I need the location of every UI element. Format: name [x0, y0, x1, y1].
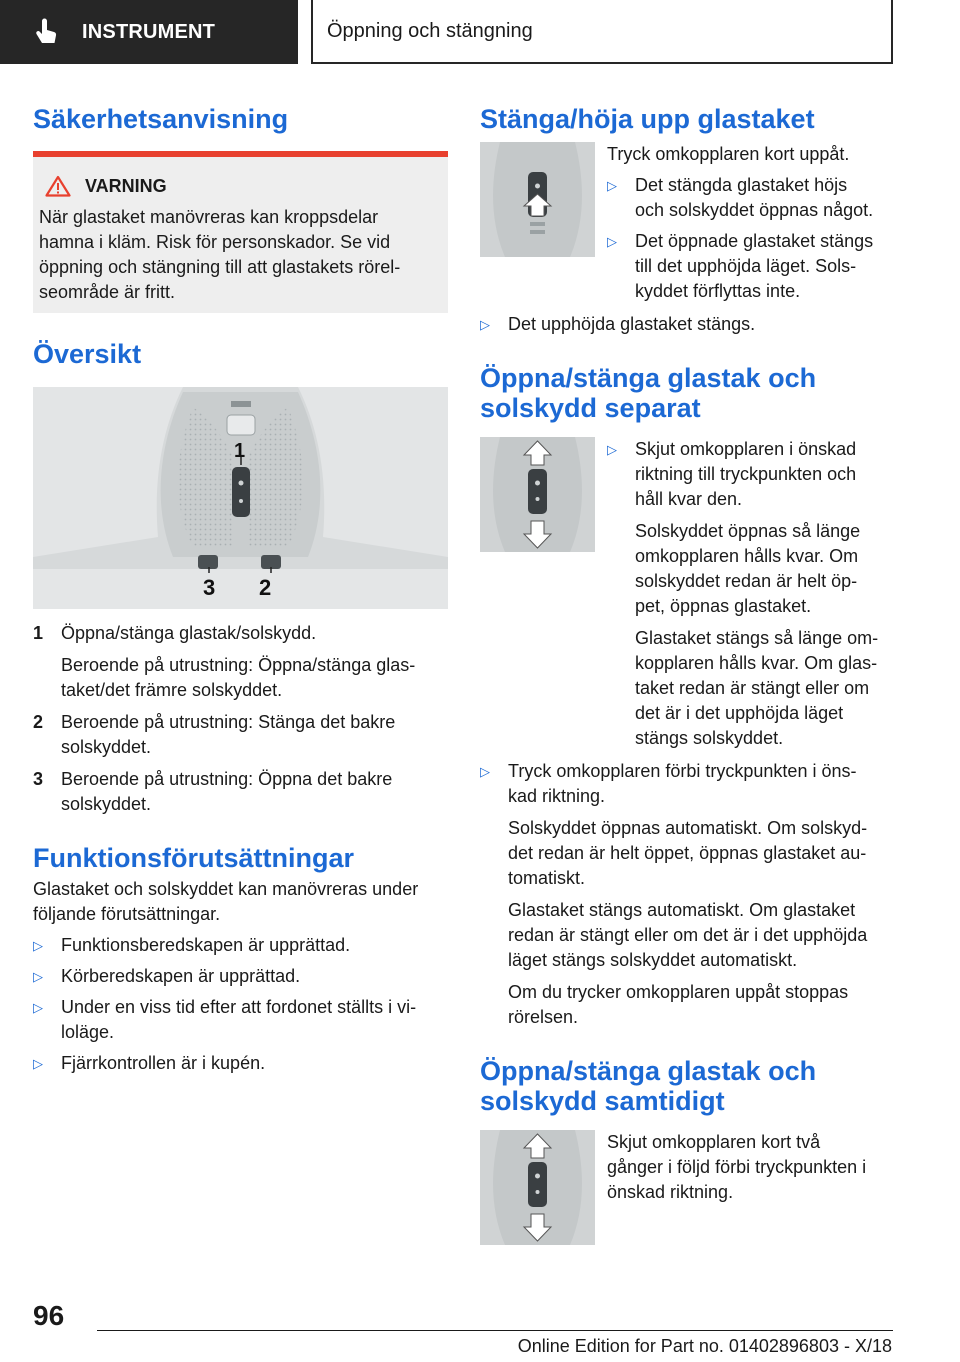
chapter-tab [311, 0, 893, 64]
close-heading: Stänga/höja upp glastaket [480, 104, 815, 134]
list-item: ▷ Skjut omkopplaren i önskad riktning till tryckpunkten och håll kvar den. Solskyddet öppnas så länge omkopplaren hålls kvar. Om solskyddet redan är helt öp‐ pet, öppnas glastaket. Glastaket stängs så länge om‐ kopplaren hålls kvar. Om glas‐ taket redan är stängt eller om det är i det upphöjda läget stängs solskyddet. [607, 437, 892, 751]
separate-heading: Öppna/stänga glastak och solskydd separat [480, 363, 817, 423]
figure-label-2: 2 [259, 575, 272, 600]
item-number: 2 [33, 712, 44, 732]
warning-line: hamna i kläm. Risk för personskador. Se vid [39, 232, 391, 252]
list-item: ▷ Körberedskapen är upprättad. [33, 964, 448, 989]
switch-double-figure [480, 1130, 595, 1245]
list-item: 2 Beroende på utrustning: Stänga det bakre solskyddet. [33, 710, 448, 760]
overview-list [33, 621, 448, 817]
chapter-title: Öppning och stängning [327, 19, 533, 42]
together-heading: Öppna/stänga glastak och solskydd samtidigt [480, 1056, 817, 1116]
triangle-bullet-icon: ▷ [33, 1000, 43, 1015]
list-item: 3 Beroende på utrustning: Öppna det bakre solskyddet. [33, 767, 448, 817]
triangle-bullet-icon: ▷ [607, 178, 617, 193]
section-tab [0, 0, 298, 64]
item-number: 3 [33, 769, 44, 789]
overhead-console-figure [33, 387, 448, 609]
list-item: ▷ Fjärrkontrollen är i kupén. [33, 1051, 448, 1076]
functions-heading: Funktionsförutsättningar [33, 843, 354, 873]
list-item: ▷ Det öppnade glastaket stängs till det upphöjda läget. Sols‐ kyddet förflyttas inte. [607, 229, 892, 304]
triangle-bullet-icon: ▷ [33, 969, 43, 984]
footer-divider [97, 1330, 893, 1331]
warning-triangle-icon [45, 175, 71, 197]
switch-up-figure [480, 142, 595, 257]
switch-updown-illustration [480, 437, 595, 552]
figure-label-1: 1 [234, 440, 246, 462]
switch-double-illustration [480, 1130, 595, 1245]
warning-line: När glastaket manövreras kan kroppsdelar [39, 207, 379, 227]
warning-line: seområde är fritt. [39, 282, 176, 302]
right-column: Stänga/höja upp glastaket Tryck omkopplaren kort uppåt. ▷ Det stängda glastaket höjs och solskyddet öppnas något. ▷ Det öppnade glastaket stängs till det upphöjda läget. Sols‐ kyddet förflyttas inte. ▷ Det upphöjda glastaket stängs. Öppna/stänga glastak och solskydd separat ▷ Skjut omkopplaren i önskad riktning till tryckpunkten och håll kvar den. Solskyddet öppnas så länge omkopplaren hålls kvar. Om solskyddet redan är helt öp‐ pet, öppnas glastaket. Glastaket stängs så länge om‐ kopplaren hålls kvar. Om glas‐ taket redan är stängt eller om det är i det upphöjda läget stängs solskyddet. ▷ Tryck omkopplaren förbi tryckpunkten i öns‐ kad riktning. Solskyddet öppnas automatiskt. Om solskyd‐ det redan är helt öppet, öppnas glastaket au‐ tomatiskt. Glastaket stängs automatiskt. Om glastaket redan är stängt eller om det är i det upphöjda läget stängs solskyddet automatiskt. Om du trycker omkopplaren uppåt stoppas rörelsen. Öppna/stänga glastak och solskydd samtidigt Skjut omkopplaren kort två gånger i följd förbi tryckpunkten i önskad riktning. [480, 96, 892, 1245]
list-item: 1 Öppna/stänga glastak/solskydd. Beroende på utrustning: Öppna/stänga glas‐ taket/det främre solskyddet. [33, 621, 448, 703]
triangle-bullet-icon: ▷ [33, 1056, 43, 1071]
figure-label-3: 3 [203, 575, 216, 600]
page-header [0, 0, 960, 66]
list-item: ▷ Tryck omkopplaren förbi tryckpunkten i öns‐ kad riktning. Solskyddet öppnas automatiskt. Om solskyd‐ det redan är helt öppet, öppnas glastaket au‐ tomatiskt. Glastaket stängs automatiskt. Om glastaket redan är stängt eller om det är i det upphöjda läget stängs solskyddet automatiskt. Om du trycker omkopplaren uppåt stoppas rörelsen. [480, 759, 892, 1030]
left-column: Säkerhetsanvisning VARNING När glastaket manövreras kan kroppsdelar hamna i kläm. Risk för personskador. Se vid öppning och stängning till att glastakets rörel‐ seområde är fritt. Översikt 1 3 2 1 Öppna/stänga glastak/solskydd. Beroende på utrustning: Öppna/stänga glas‐ taket/det främre solskyddet. 2 Beroende på utrustning: Stänga det bakre solskyddet. 3 Beroende på utrustning: Öppna det bakre solskyddet. Funktionsförutsättningar Glastaket och solskyddet kan manövreras under följande förutsättningar. ▷ Funktionsberedskapen är upprättad. ▷ Körberedskapen är upprättad. ▷ Under en viss tid efter att fordonet ställts i vi‐ loläge. ▷ Fjärrkontrollen är i kupén. [33, 96, 448, 1076]
page-number: 96 [33, 1300, 65, 1331]
triangle-bullet-icon: ▷ [480, 764, 490, 779]
functions-list [33, 933, 448, 1076]
triangle-bullet-icon: ▷ [607, 442, 617, 457]
triangle-bullet-icon: ▷ [607, 234, 617, 249]
list-item: ▷ Funktionsberedskapen är upprättad. [33, 933, 448, 958]
overview-heading: Översikt [33, 339, 142, 369]
list-item: ▷ Det stängda glastaket höjs och solskyddet öppnas något. [607, 173, 892, 223]
item-number: 1 [33, 623, 44, 643]
list-item: ▷ Det upphöjda glastaket stängs. [480, 312, 892, 337]
warning-box [33, 151, 448, 313]
triangle-bullet-icon: ▷ [480, 317, 490, 332]
hand-pointer-icon [32, 17, 62, 47]
warning-line: öppning och stängning till att glastakets rörel‐ [39, 257, 401, 277]
close-list [607, 173, 892, 304]
overhead-console-illustration [33, 387, 448, 609]
warning-title: VARNING [85, 175, 167, 196]
safety-heading: Säkerhetsanvisning [33, 104, 289, 134]
switch-up-illustration [480, 142, 595, 257]
triangle-bullet-icon: ▷ [33, 938, 43, 953]
section-title: INSTRUMENT [82, 20, 216, 43]
list-item: ▷ Under en viss tid efter att fordonet ställts i vi‐ loläge. [33, 995, 448, 1045]
switch-updown-figure [480, 437, 595, 552]
edition-note: Online Edition for Part no. 01402896803 - X/18 [517, 1336, 892, 1356]
